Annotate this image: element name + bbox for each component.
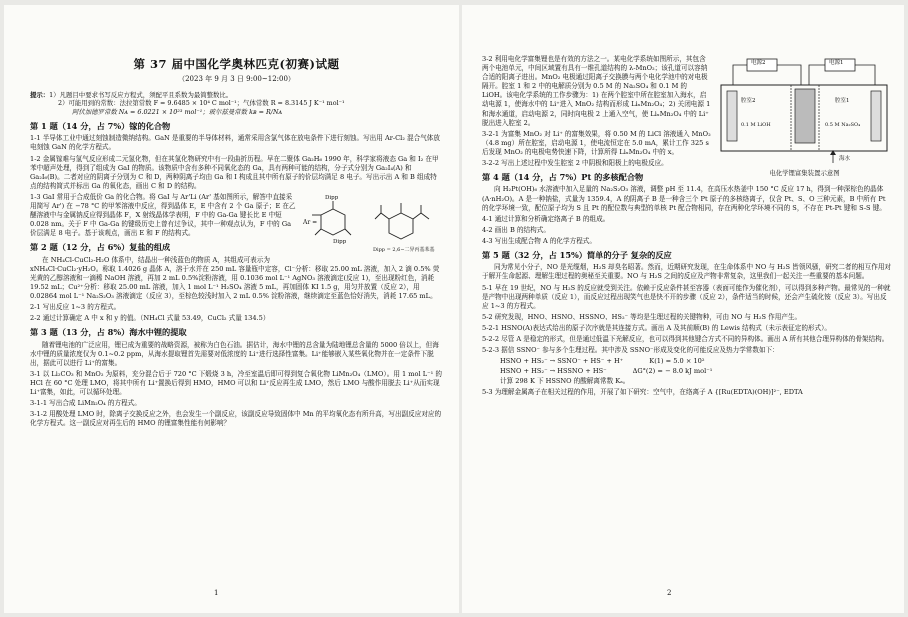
tips-block bbox=[30, 91, 443, 117]
tip-1: 1）凡题目中要求书写反应方程式，须配平且系数为最简整数比。 bbox=[49, 90, 233, 99]
q1-heading: 第 1 题（14 分，占 7%）镓的化合物 bbox=[30, 121, 171, 131]
lioh-label: 0.1 M LiOH bbox=[741, 122, 771, 129]
q3-heading: 第 3 题（13 分，占 8%）海水中锂的提取 bbox=[30, 327, 187, 338]
q3-text: 随着锂电池的广泛应用，锂已成为重要的战略资源，被称为白色石油。据估计，海水中锂的总含量为陆地锂总含量的 5000 倍以上，但海水中锂的质量浓度仅为 0.1~0.2 ppm，从海水提取锂首先需要对低浓度的 Li⁺进行选择性富集。Li⁺能够嵌入某些氧化物并在一定条件下脱出，据此可以进行 Li⁺的富集。 bbox=[30, 340, 439, 367]
q5-calc: 计算 298 K 下 HSSNO 的酸解离常数 Kₐ。 bbox=[500, 377, 630, 386]
q3-2: 3-2 利用电化学富集锂也是有效的方法之一。某电化学系统如图所示，其包含两个电池单元，中间区域置有具有一维孔道结构的 λ-MnO₂；该孔道可以容纳合适的阳离子进出。MnO₂ 电极通过阳离子交换膜与两个电化学池中的对电极隔开。腔室 1 和 2 中的电解质分别为 0.5 M 的 Na₂SO₄ 和 0.1 M 的 LiOH。该电化学系统的工作步骤为：1) 在两个腔室中所在腔室加入海水，启动电源 1，使海水中的 Li⁺进入 MnO₂ 结构而形成 LiₓMn₂O₄；2) 关闭电源 1 和海水通道，启动电源 2，同时向电极 2 上通入空气，使 LiₓMn₂O₄ 中的 Li⁺脱出进入腔室 2。 bbox=[482, 55, 711, 127]
equation-1 bbox=[500, 357, 892, 366]
power2-label: 电源2 bbox=[751, 60, 766, 67]
q1-2: 1-2 金属镓难与氢气反应形成二元氢化物，但在其氢化物研究中有一段曲折历程。早在二聚体 Ga₂H₆ 1990 年，科学家将液态 Ga 和 I₂ 在甲苯中超声处理，得到了组成为 GaI 的物质。该物质中含有多种不同氧化态的 Ga，具有两种可能的结构，分子式分别为 Ga₂I₄(A) 和 Ga₂I₆(B)。二者对应的阴离子分别为 C 和 D，两种阴离子均由 Ga 和 I 构成且其中所有原子的价层均满足 8 电子。写出示出 A 和 B 组成特点的结构简式并标出 Ga 的氧化态，画出 C 和 D 的结构。 bbox=[30, 154, 439, 190]
q3-2-2: 3-2-2 写出上述过程中发生腔室 2 中阴极和阳极上的电极反应。 bbox=[482, 159, 668, 168]
equation-2 bbox=[500, 367, 892, 376]
q4-heading: 第 4 题（14 分，占 7%）Pt 的多核配合物 bbox=[482, 172, 644, 183]
tip-3: 阿伏加德罗常数 Nᴀ = 6.0221 × 10²³ mol⁻¹；玻尔兹曼常数 kʙ = R/Nᴀ bbox=[72, 108, 283, 117]
q4-2: 4-2 画出 B 的结构式。 bbox=[482, 225, 550, 234]
chamber2-label: 腔室2 bbox=[741, 98, 756, 105]
q1-3: 1-3 GaI 常用于合成低价 Ga 的化合物。将 GaI 与 Ar'Li (Ar' 基如图所示，解答中直接采用简写 Ar') 在 −78 °C 的甲苯溶液中反应，得到晶体 E，E 中含有 2 个 Ga 原子；E 在乙醚溶液中与金属钠反应得到晶体 F，X 射线晶体学表明，F 中的 Ga-Ga 键长比 E 中短 0.028 nm。关于 F 中 Ga-Ga 的键级历史上曾有过争议，其中一种观点认为，F 中的 Ga 价层满足 8 电子。基于该观点，画出 E 和 F 的结构式。 bbox=[30, 192, 296, 238]
electrochem-diagram bbox=[717, 55, 892, 165]
q5-heading: 第 5 题（32 分，占 15%）简单的分子 复杂的反应 bbox=[482, 250, 672, 260]
q1-1: 1-1 半导体工业中通过刻蚀制造微纳结构。GaN 是重要的半导体材料，通常采用含氯气体在放电条件下进行刻蚀。写出用 Ar-Cl₂ 混合气体放电刻蚀 GaN 的化学方程式。 bbox=[30, 134, 440, 152]
dipp-label-bottom: Dipp bbox=[333, 238, 347, 245]
q4-1: 4-1 通过计算和分析确定络离子 B 的组成。 bbox=[482, 214, 610, 223]
seawater-label: 海水 bbox=[839, 156, 851, 163]
q3-2-1: 3-2-1 为富集 MnO₂ 对 Li⁺ 的富集效果，将 0.50 M 的 LiCl 溶液通入 MnO₂（4.8 mg）所在腔室，启动电源 1，使电流恒定在 5.0 mA，累计工作 325 s 后发现 MnO₂ 的电极电势快速下降，计算所得 LiₓMn₂O₄ 中的 x。 bbox=[482, 129, 711, 156]
q2-1: 2-1 写出反应 1~3 的方程式。 bbox=[30, 303, 121, 312]
power1-label: 电源1 bbox=[829, 60, 844, 67]
q2-text: 在 NH₄Cl-CuCl₂-H₂O 体系中，结晶出一种浅蓝色的物质 A，其组成可表示为 xNH₄Cl·CuCl₂·yH₂O。称取 1.4026 g 晶体 A，溶于水并在 250 mL 容量瓶中定容，Cl⁻分析：移取 25.00 mL 溶液，加入 2 滴 0.5% 荧光黄的乙醇溶液和一滴稀 NaOH 溶液，再加 2 mL 0.5%淀粉溶液，用 0.1036 mol L⁻¹ AgNO₃ 溶液滴定(反应 1)，至出现粉红色，消耗 19.52 mL；Cu²⁺分析：移取 25.00 mL 溶液，加入 1 mol L⁻¹ H₂SO₄ 溶液 5 mL，再加固体 KI 1.5 g，用匀并放置（反应 2），用 0.02864 mol L⁻¹ Na₂S₂O₃ 溶液滴定（反应 3），至棕色较浅时加入 2 mL 0.5% 淀粉溶液，继续滴定至蓝色恰好消失，消耗 17.65 mL。 bbox=[30, 255, 440, 301]
equation-1-constant: K(1) = 5.0 × 10² bbox=[649, 357, 705, 366]
q5-1: 5-1 早在 19 世纪，NO 与 H₂S 的反应就受到关注。依赖于反应条件甚至容器（表面可能作为催化剂），可以得到多种产物。最常见的一种就是产物中出现两种单质（反应 1），而反应过程出现笑气也是快不开的步骤（反应 2），条件适当的时候，还会产生硫化铵（反应 3）。写出反应 1~3 的方程式。 bbox=[482, 283, 891, 310]
q2-heading: 第 2 题（12 分，占 6%）复盐的组成 bbox=[30, 242, 171, 253]
q4-3: 4-3 写出生成配合物 A 的化学方程式。 bbox=[482, 236, 596, 245]
q3-1: 3-1 以 Li₂CO₃ 和 MnO₂ 为原料，充分混合后于 720 °C 下煅烧 3 h，冷至室温后即可得到复合氧化物 LiMn₂O₄（LMO）。用 1 mol L⁻¹ 的 HCl 在 60 °C 处理 LMO，将其中所有 Li⁺置换后得到 HMO，HMO 可以和 Li⁺反应再生成 LMO，然后 LMO 与酸作用脱去 Li⁺从而实现 Li⁺富集，如此，可以循环处理。 bbox=[30, 369, 442, 397]
dipp-label-top: Dipp bbox=[325, 194, 339, 201]
page-1 bbox=[4, 5, 459, 613]
q5-2: 5-2 研究发现，HNO、HSNO、HSSNO、HS₂⁻ 等均是生理过程的关键物种，可由 NO 与 H₂S 作用产生。 bbox=[482, 312, 802, 321]
q2-2: 2-2 通过计算确定 A 中 x 和 y 的值。（NH₄Cl 式量 53.49，CuCl₂ 式量 134.5） bbox=[30, 314, 270, 323]
chamber1-label: 腔室1 bbox=[835, 98, 850, 105]
equation-2-formula: HSNO + HS₂⁻ → HSSNO + HS⁻ bbox=[500, 367, 607, 376]
q5-text: 同为常见小分子，NO 是光缆烟，H₂S 却臭名昭著。然而，近期研究发现，在生命体系中 NO 与 H₂S 皆领风骚，研究二者的相互作用对于解开生命起源、理解生理过程的奥秘至关重要。NO 与 H₂S 之间的反应及产物非常复杂，这里我们一起关注一些重要的基本问题。 bbox=[482, 263, 892, 281]
dipp-structure-figure bbox=[303, 195, 443, 257]
page-number-1: 1 bbox=[214, 589, 219, 598]
exam-date: （2023 年 9 月 3 日 9:00~12:00） bbox=[178, 74, 295, 83]
dipp-definition: Dipp = 2,6−二异丙基苯基 bbox=[373, 246, 435, 253]
exam-title: 第 37 届中国化学奥林匹克(初赛)试题 bbox=[133, 57, 340, 71]
tips-label: 提示： bbox=[30, 90, 50, 99]
equation-1-formula: HSNO + HS₂⁻ → SSNO⁻ + HS⁻ + H⁺ bbox=[500, 357, 624, 366]
equation-2-constant: ΔG°(2) = − 8.0 kJ mol⁻¹ bbox=[632, 367, 713, 376]
q3-1-1: 3-1-1 写出合成 LiMn₂O₄ 的方程式。 bbox=[30, 399, 141, 408]
q5-3: 5-3 为理解金属离子在相关过程的作用，开展了如下研究：空气中，在络离子 A {[Ru(EDTA)(OH)]²⁻, EDTA bbox=[482, 388, 803, 397]
q5-2-1: 5-2-1 HSNO(A)表达式给出的原子次序就是其连接方式。画出 A 及其前顺(B) 的 Lewis 结构式（未示表征定的形式）。 bbox=[482, 323, 831, 332]
na2so4-label: 0.5 M Na₂SO₄ bbox=[825, 122, 861, 129]
q5-2-2: 5-2-2 尽管 A 是稳定的形式，但是通过低温下光解反应，也可以得到其他键合方式不同的异构体。画出 A 所有其他合理异构体的骨架结构。 bbox=[482, 334, 889, 343]
q3-1-2: 3-1-2 用酸处理 LMO 时，除离子交换反应之外，也会发生一个副反应，该副反应导致固体中 Mn 的平均氧化态有所升高，写出副反应对应的化学方程式。这一副反应对再生后的 HMO 的锂富集性能有何影响？ bbox=[30, 410, 442, 428]
page-2 bbox=[462, 5, 904, 613]
q4-text: 向 H₂Pt(OH)₆ 水溶液中加入足量的 Na₂S₂O₃ 溶液，调整 pH 至 11.4，在高压水热釜中 150 °C 反应 17 h，得到一种深棕色的晶体 (A·nH₂O)。A 是一种钠盐，式量为 1359.4，A 的阴离子 B 是一种含三个 Pt 原子的多核络离子，仅含 Pt、S、O 三种元素，B 中所有 Pt 的化学环境一致，配位原子均为 S 且 Pt 的配位数与典型的单核 Pt 配合物相同，存在两种化学环境不同的 S，不存在 Pt-Pt 键和 S-S 键。 bbox=[482, 185, 886, 212]
tip-2: 2）可能用到的常数：法拉第常数 F = 9.6485 × 10⁴ C mol⁻¹；气体常数 R = 8.3145 J K⁻¹ mol⁻¹ bbox=[58, 99, 345, 108]
ar-label: Ar = bbox=[303, 218, 318, 226]
figure-caption: 电化学锂富集装置示意图 bbox=[769, 169, 840, 178]
electrochem-figure bbox=[717, 55, 892, 178]
q5-2-3: 5-2-3 据信 SSNO⁻ 参与多个生理过程。其中涉及 SSNO⁻形成及变化的可能反应及热力学常数如下： bbox=[482, 346, 779, 355]
page-number-2: 2 bbox=[667, 589, 672, 598]
